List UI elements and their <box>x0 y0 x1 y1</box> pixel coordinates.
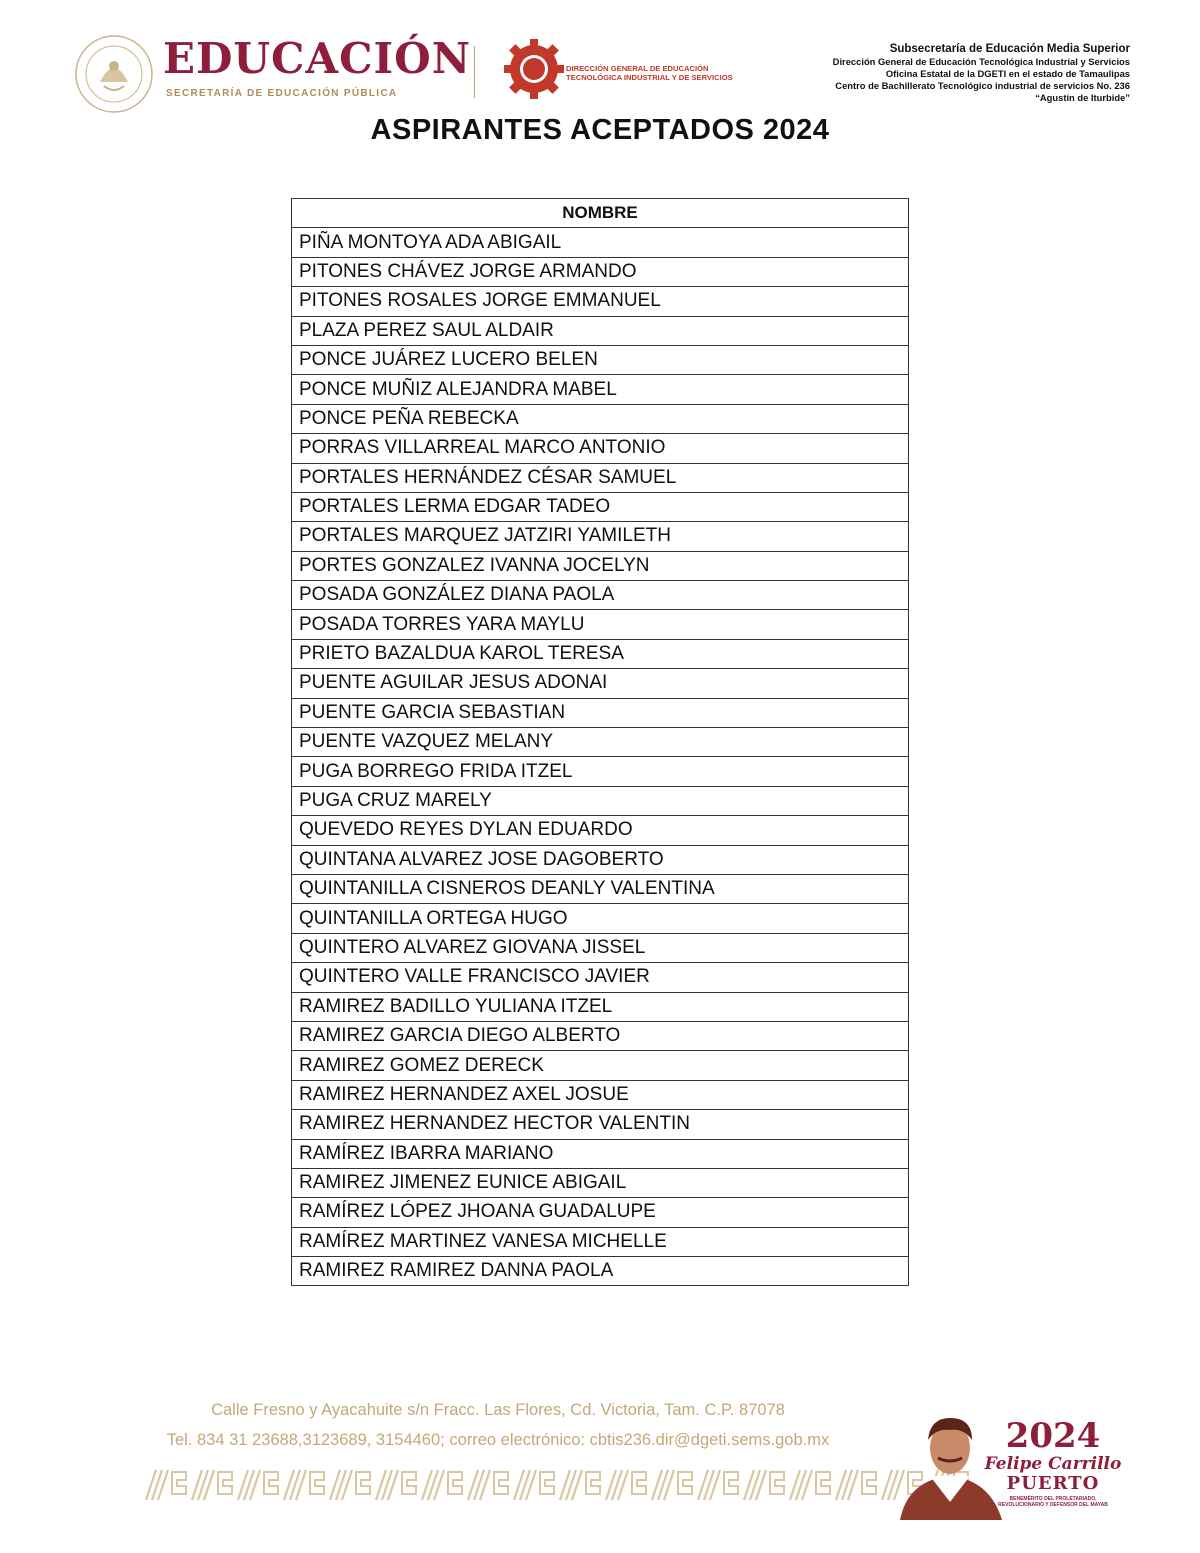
table-row <box>292 728 909 757</box>
table-row <box>292 1168 909 1197</box>
name-cell: QUINTANILLA CISNEROS DEANLY VALENTINA <box>292 874 909 903</box>
header-divider <box>474 46 475 98</box>
table-row <box>292 1198 909 1227</box>
name-cell: PITONES ROSALES JORGE EMMANUEL <box>292 287 909 316</box>
page-title: ASPIRANTES ACEPTADOS 2024 <box>370 114 830 146</box>
table-row <box>292 1051 909 1080</box>
applicants-table <box>291 198 909 1286</box>
name-cell: PORTALES LERMA EDGAR TADEO <box>292 492 909 521</box>
name-cell: POSADA TORRES YARA MAYLU <box>292 610 909 639</box>
honoree-motto: BENEMÉRITO DEL PROLETARIADO, REVOLUCIONARIO Y DEFENSOR DEL MAYAB <box>998 1496 1108 1508</box>
table-row <box>292 963 909 992</box>
name-cell: RAMÍREZ IBARRA MARIANO <box>292 1139 909 1168</box>
table-row <box>292 1139 909 1168</box>
name-cell: PUGA BORREGO FRIDA ITZEL <box>292 757 909 786</box>
name-cell: PONCE JUÁREZ LUCERO BELEN <box>292 345 909 374</box>
name-cell: POSADA GONZÁLEZ DIANA PAOLA <box>292 581 909 610</box>
sep-subtitle: SECRETARÍA DE EDUCACIÓN PÚBLICA <box>166 88 398 99</box>
table-row <box>292 639 909 668</box>
table-header-row <box>292 199 909 228</box>
name-cell: RAMIREZ GARCIA DIEGO ALBERTO <box>292 1021 909 1050</box>
name-cell: QUINTERO ALVAREZ GIOVANA JISSEL <box>292 933 909 962</box>
name-cell: PUENTE VAZQUEZ MELANY <box>292 728 909 757</box>
table-row <box>292 551 909 580</box>
institution-info: Subsecretaría de Educación Media Superior Dirección General de Educación Tecnológica Industrial y Servicios Oficina Estatal de la DGETI en el estado de Tamaulipas Centro de Bachillerato Tecnológico industrial de servicios No. 236 “Agustín de Iturbide” <box>832 43 1130 103</box>
mexican-seal-icon <box>74 34 154 114</box>
name-cell: PUGA CRUZ MARELY <box>292 786 909 815</box>
table-row <box>292 1110 909 1139</box>
table-row <box>292 522 909 551</box>
dgeti-caption: DIRECCIÓN GENERAL DE EDUCACIÓN TECNOLÓGICA INDUSTRIAL Y DE SERVICIOS <box>566 64 733 82</box>
table-row <box>292 287 909 316</box>
name-cell: PUENTE GARCIA SEBASTIAN <box>292 698 909 727</box>
name-cell: PLAZA PEREZ SAUL ALDAIR <box>292 316 909 345</box>
name-cell: QUINTANILLA ORTEGA HUGO <box>292 904 909 933</box>
table-row <box>292 345 909 374</box>
name-cell: RAMÍREZ LÓPEZ JHOANA GUADALUPE <box>292 1198 909 1227</box>
table-row <box>292 816 909 845</box>
name-cell: PORTALES HERNÁNDEZ CÉSAR SAMUEL <box>292 463 909 492</box>
name-cell: RAMÍREZ MARTINEZ VANESA MICHELLE <box>292 1227 909 1256</box>
honoree-last-name: PUERTO <box>1006 1473 1100 1494</box>
name-cell: PORTES GONZALEZ IVANNA JOCELYN <box>292 551 909 580</box>
table-row <box>292 375 909 404</box>
table-row <box>292 904 909 933</box>
table-row <box>292 698 909 727</box>
footer-contact: Tel. 834 31 23688,3123689, 3154460; correo electrónico: cbtis236.dir@dgeti.sems.gob.mx <box>166 1431 830 1449</box>
name-cell: RAMIREZ RAMIREZ DANNA PAOLA <box>292 1257 909 1286</box>
name-cell: QUINTERO VALLE FRANCISCO JAVIER <box>292 963 909 992</box>
anniversary-logo <box>978 1418 1128 1508</box>
table-row <box>292 874 909 903</box>
name-cell: RAMIREZ GOMEZ DERECK <box>292 1051 909 1080</box>
honoree-first-name: Felipe Carrillo <box>984 1454 1122 1474</box>
table-row <box>292 786 909 815</box>
name-cell: RAMIREZ JIMENEZ EUNICE ABIGAIL <box>292 1168 909 1197</box>
table-row <box>292 845 909 874</box>
name-cell: PUENTE AGUILAR JESUS ADONAI <box>292 669 909 698</box>
name-cell: RAMIREZ HERNANDEZ HECTOR VALENTIN <box>292 1110 909 1139</box>
table-row <box>292 228 909 257</box>
name-cell: PONCE PEÑA REBECKA <box>292 404 909 433</box>
table-row <box>292 316 909 345</box>
table-row <box>292 669 909 698</box>
table-row <box>292 257 909 286</box>
name-cell: QUEVEDO REYES DYLAN EDUARDO <box>292 816 909 845</box>
table-row <box>292 463 909 492</box>
education-wordmark: EDUCACIÓN <box>163 34 472 83</box>
table-row <box>292 992 909 1021</box>
name-cell: PRIETO BAZALDUA KAROL TERESA <box>292 639 909 668</box>
name-cell: RAMIREZ HERNANDEZ AXEL JOSUE <box>292 1080 909 1109</box>
table-row <box>292 1080 909 1109</box>
table-row <box>292 933 909 962</box>
name-cell: PIÑA MONTOYA ADA ABIGAIL <box>292 228 909 257</box>
name-cell: PITONES CHÁVEZ JORGE ARMANDO <box>292 257 909 286</box>
footer-address: Calle Fresno y Ayacahuite s/n Fracc. Las Flores, Cd. Victoria, Tam. C.P. 87078 <box>211 1401 785 1419</box>
table-row <box>292 1257 909 1286</box>
column-header-name: NOMBRE <box>292 199 909 228</box>
name-cell: PORRAS VILLARREAL MARCO ANTONIO <box>292 434 909 463</box>
name-cell: RAMIREZ BADILLO YULIANA ITZEL <box>292 992 909 1021</box>
table-row <box>292 434 909 463</box>
table-row <box>292 404 909 433</box>
name-cell: PORTALES MARQUEZ JATZIRI YAMILETH <box>292 522 909 551</box>
table-row <box>292 610 909 639</box>
dgeti-gear-icon <box>503 38 565 100</box>
name-cell: QUINTANA ALVAREZ JOSE DAGOBERTO <box>292 845 909 874</box>
table-row <box>292 492 909 521</box>
name-cell: PONCE MUÑIZ ALEJANDRA MABEL <box>292 375 909 404</box>
greca-pattern-icon <box>144 1466 974 1504</box>
year-label: 2024 <box>1005 1416 1101 1456</box>
table-row <box>292 1227 909 1256</box>
table-row <box>292 1021 909 1050</box>
table-row <box>292 757 909 786</box>
table-row <box>292 581 909 610</box>
